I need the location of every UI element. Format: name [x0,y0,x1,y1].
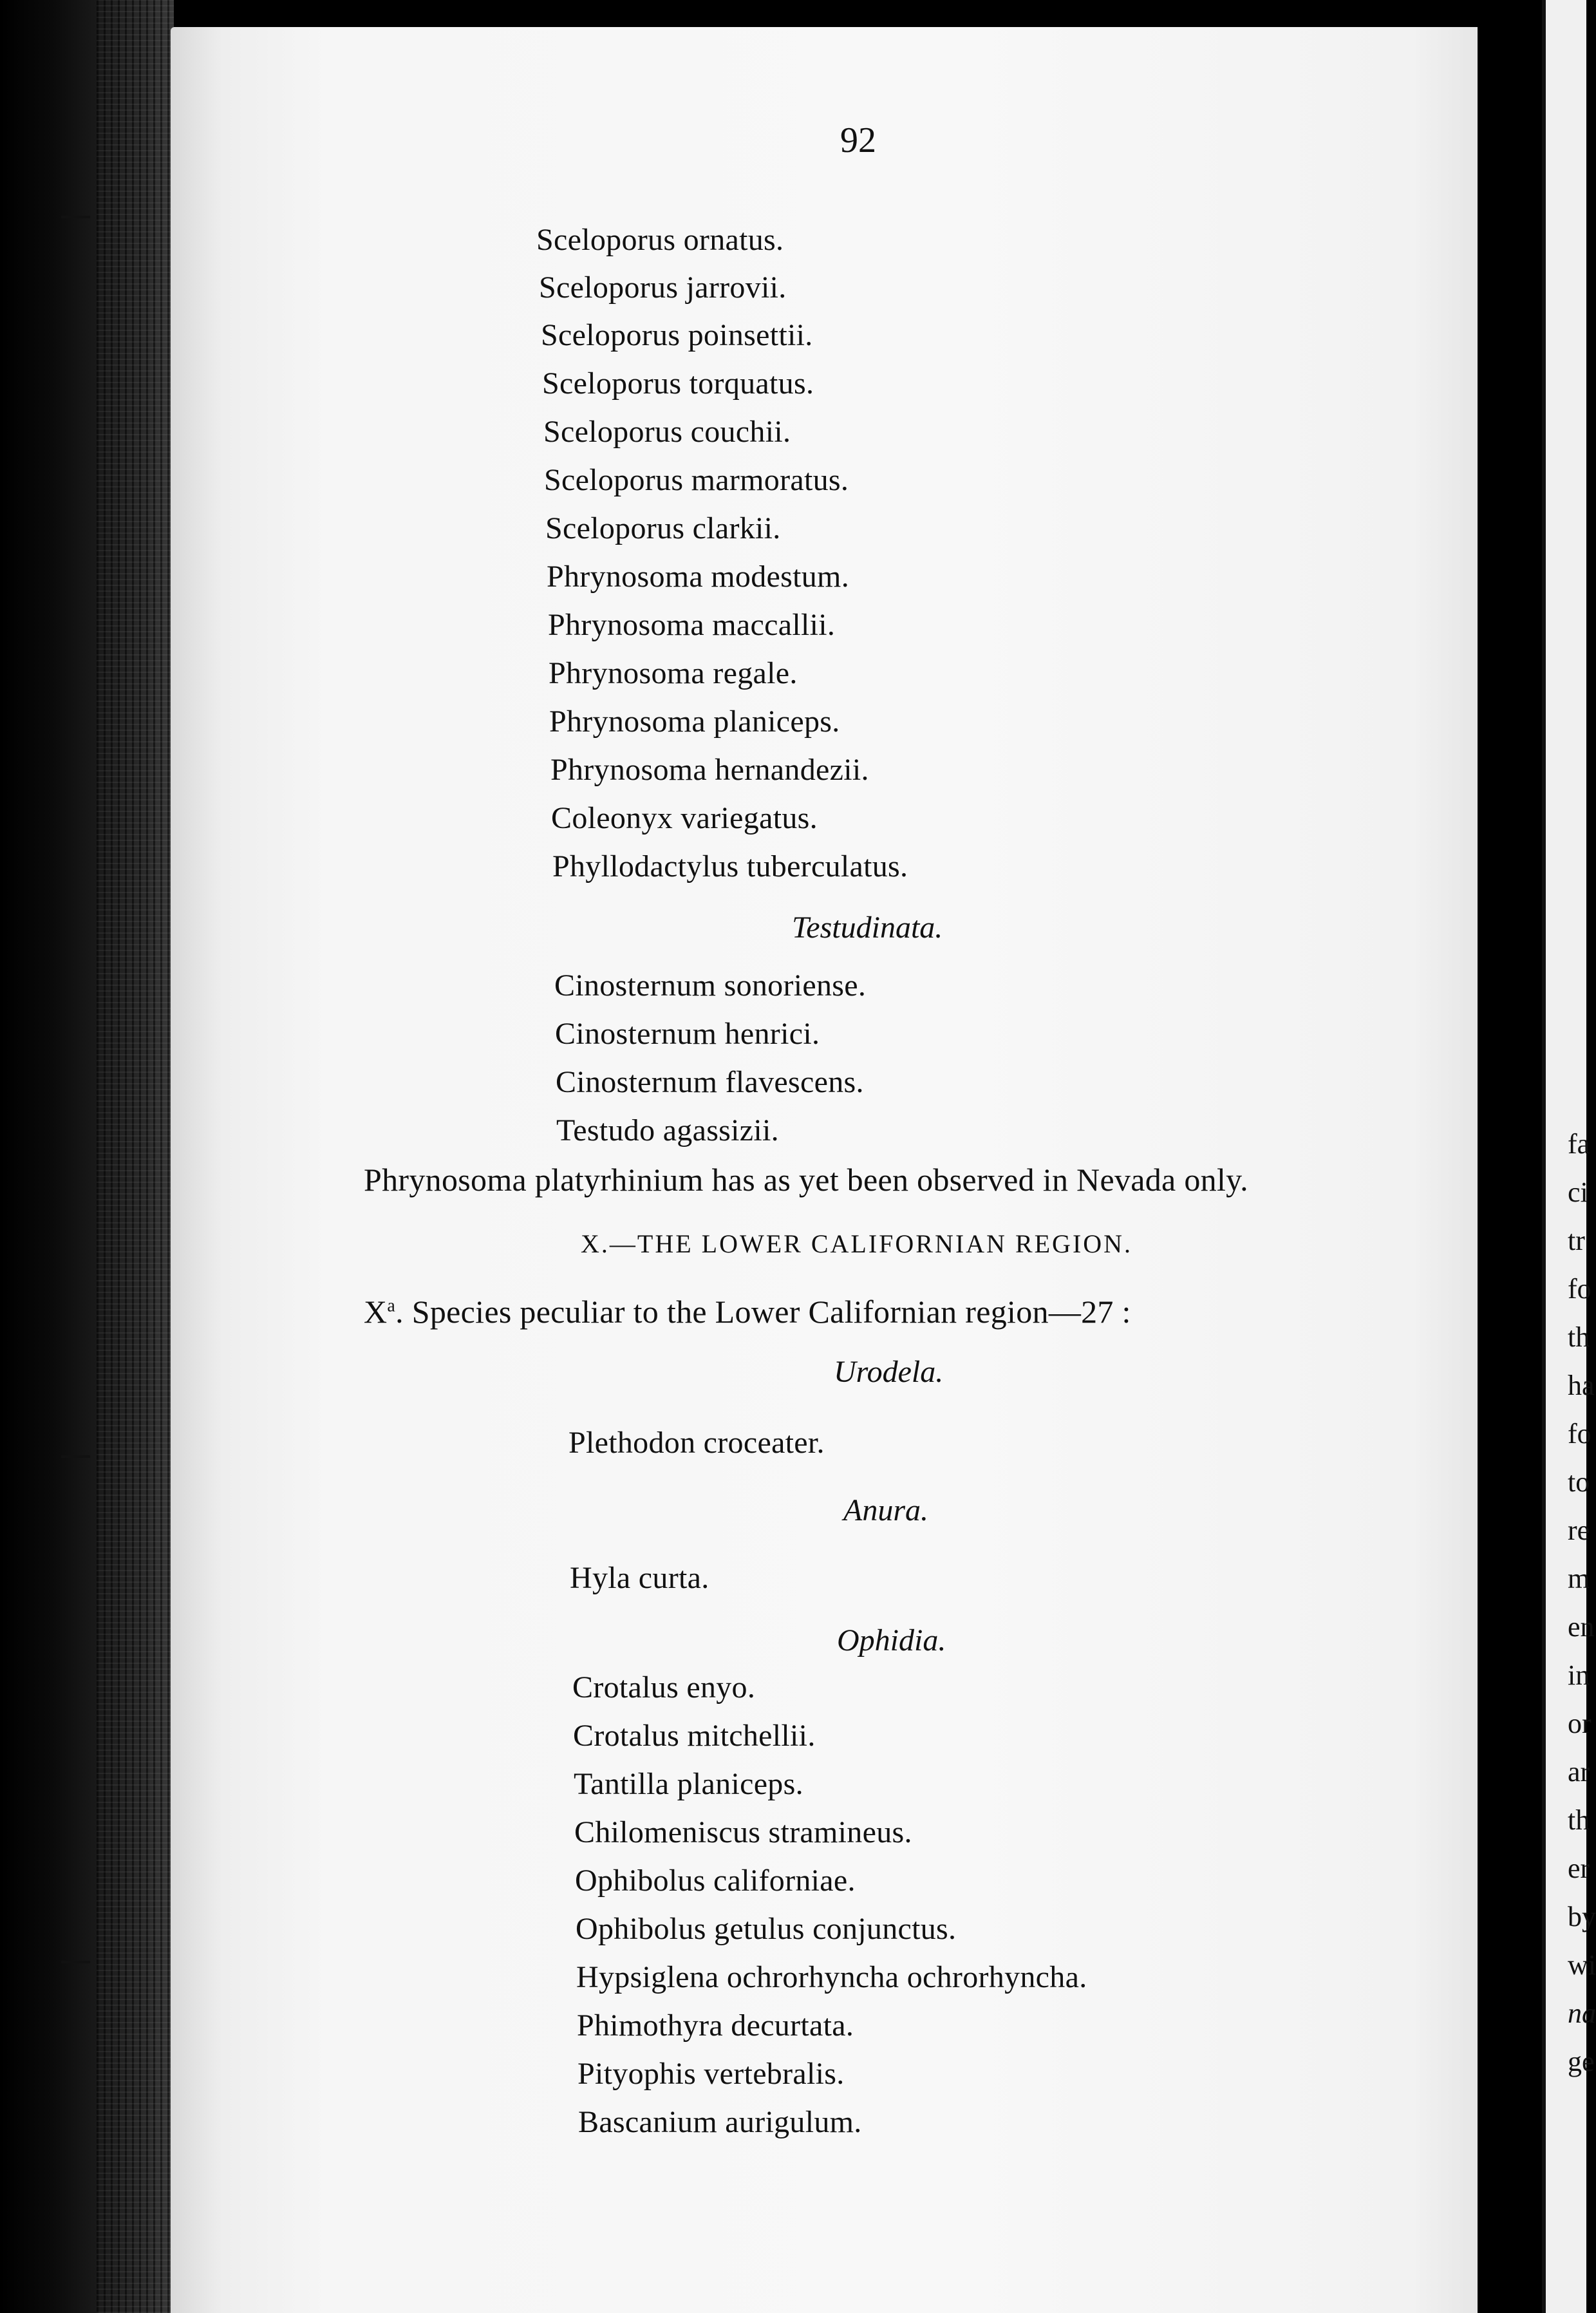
list-item: Cinosternum henrici. [555,1017,820,1051]
list-item: Phrynosoma planiceps. [549,704,840,739]
text-fragment: en [1568,1611,1595,1643]
text-fragment: fo [1568,1273,1591,1305]
list-item: Hyla curta. [570,1561,709,1595]
list-item: Sceloporus couchii. [543,415,791,449]
page-number: 92 [840,120,876,160]
list-item: Crotalus enyo. [572,1670,756,1704]
list-item: Cinosternum flavescens. [556,1065,864,1099]
page-gutter [1478,0,1542,2313]
text-fragment: ci [1568,1176,1588,1208]
list-item: Phrynosoma hernandezii. [550,753,869,787]
section-heading-anura: Anura. [843,1493,928,1527]
list-item: Ophibolus californiae. [575,1864,856,1898]
list-item: Hypsiglena ochrorhyncha ochrorhyncha. [576,1960,1087,1994]
list-item: Phimothyra decurtata. [577,2008,854,2043]
text-fragment: or [1568,1708,1591,1739]
section-heading-urodela: Urodela. [834,1355,944,1389]
text-fragment: re [1568,1515,1590,1546]
list-item: Tantilla planiceps. [574,1767,803,1801]
list-item: Sceloporus poinsettii. [541,318,813,352]
next-page-edge [1542,0,1596,2313]
book-page [171,27,1478,2313]
page-edge-line [1542,0,1546,2313]
text-fragment: ar [1568,1756,1590,1788]
list-item: Phrynosoma regale. [549,656,798,690]
section-heading-ophidia: Ophidia. [837,1623,946,1657]
species-intro [364,1296,1131,1328]
text-fragment: ge [1568,2046,1595,2077]
list-item: Phrynosoma modestum. [547,560,849,594]
text-fragment: wi [1568,1949,1596,1981]
list-item: Plethodon croceater. [568,1426,825,1460]
text-fragment: m [1568,1563,1590,1594]
list-item: Sceloporus clarkii. [545,511,781,545]
region-heading: X.—THE LOWER CALIFORNIAN REGION. [581,1229,1133,1258]
text-fragment: na [1568,1997,1596,2029]
list-item: Sceloporus ornatus. [536,223,784,257]
list-item: Sceloporus jarrovii. [539,270,787,305]
section-marker-sup: a [387,1296,396,1316]
text-fragment: ha [1568,1370,1595,1401]
text-fragment: fa [1568,1128,1590,1160]
text-fragment: by [1568,1901,1596,1932]
list-item: Bascanium aurigulum. [578,2105,862,2139]
list-item: Pityophis vertebralis. [577,2057,845,2091]
scan-mark [61,216,90,218]
note-paragraph: Phrynosoma platyrhinium has as yet been observed in Nevada only. [364,1162,1248,1198]
section-heading-testudinata: Testudinata. [792,911,943,945]
list-item: Sceloporus marmoratus. [544,463,849,497]
spine-texture [97,0,174,2313]
list-item: Chilomeniscus stramineus. [574,1815,912,1849]
list-item: Sceloporus torquatus. [542,366,814,401]
text-fragment: th [1568,1804,1590,1836]
text-fragment: er [1568,1853,1590,1884]
section-marker: X [364,1294,388,1330]
text-fragment: th [1568,1321,1590,1353]
list-item: Coleonyx variegatus. [551,801,818,835]
list-item: Phrynosoma maccallii. [548,608,836,642]
list-item: Crotalus mitchellii. [573,1719,816,1753]
list-item: Cinosternum sonoriense. [554,968,867,1003]
text-fragment: tr [1568,1225,1585,1256]
list-item: Testudo agassizii. [556,1113,779,1147]
text-fragment: fo [1568,1418,1591,1449]
species-intro-text: . Species peculiar to the Lower Californian region—27 : [395,1294,1131,1330]
text-fragment: to [1568,1466,1590,1498]
scan-mark [61,1961,90,1963]
scan-mark [61,1455,90,1458]
list-item: Ophibolus getulus conjunctus. [576,1912,957,1946]
text-fragment: in [1568,1659,1590,1691]
list-item: Phyllodactylus tuberculatus. [552,849,908,883]
